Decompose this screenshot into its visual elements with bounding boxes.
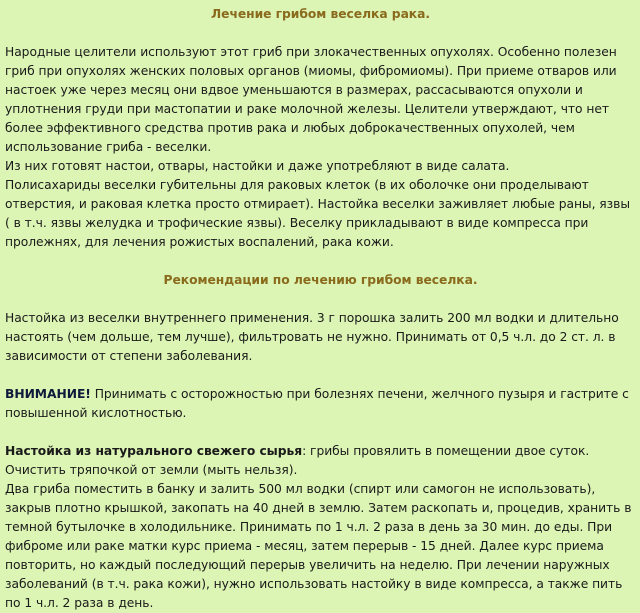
internal-tincture-paragraph: Настойка из веселки внутреннего применения. 3 г порошка залить 200 мл водки и длительно настоять (чем дольше, тем лучше), фильтровать не нужно. Принимать от 0,5 ч.л. до 2 ст. л. в зависимости от степени заболевания.	[5, 311, 619, 363]
spacer	[5, 366, 636, 385]
intro-paragraph-3: Полисахариды веселки губительны для раковых клеток (в их оболочке они проделывают отверстия, и раковая клетка просто отмирает). Настойка веселки заживляет любые раны, язвы ( в т.ч. язвы желудка и трофические язвы). Веселку прикладывают в виде компресса при пролежнях, для лечения рожистых воспалений, рака кожи.	[5, 178, 631, 249]
fresh-recipe-steps: Два гриба поместить в банку и залить 500 мл водки (спирт или самогон не использовать), закрыв плотно крышкой, закопать на 40 дней в землю. Затем раскопать и, процедив, хранить в темной бутылочке в холодильнике. Принимать по 1 ч.л. 2 раза в день за 30 мин. до еды. При фиброме или раке матки курс приема - месяц, затем перерыв - 15 дней. Далее курс приема повторить, но каждый последующий перерыв увеличить на неделю. При лечении наружных заболеваний (в т.ч. рака кожи), нужно использовать настойку в виде компресса, а также пить по 1 ч.л. 2 раза в день.	[5, 482, 632, 610]
warning-label: ВНИМАНИЕ!	[5, 387, 91, 401]
fresh-recipe-text: : грибы провялить в помещении двое суток. Очистить тряпочкой от земли (мыть нельзя).	[5, 444, 590, 477]
fresh-recipe-paragraph	[5, 442, 636, 480]
page-title: Лечение грибом веселка рака.	[211, 7, 430, 21]
section-subtitle: Рекомендации по лечению грибом веселка.	[163, 273, 478, 287]
warning-paragraph	[5, 385, 636, 423]
fresh-recipe-label: Настойка из натурального свежего сырья	[5, 444, 303, 458]
warning-text: Принимать с осторожностью при болезнях печени, желчного пузыря и гастрите с повышенной кислотностью.	[5, 387, 629, 420]
intro-paragraph-2: Из них готовят настои, отвары, настойки и даже употребляют в виде салата.	[5, 159, 510, 173]
intro-paragraph-1: Народные целители используют этот гриб при злокачественных опухолях. Особенно полезен гриб при опухолях женских половых органов (миомы, фибромиомы). При приеме отваров или настоек уже через месяц они вдвое уменьшаются в размерах, рассасываются опухоли и уплотнения груди при мастопатии и раке молочной железы. Целители утверждают, что нет более эффективного средства против рака и любых доброкачественных опухолей, чем использование гриба - веселки.	[5, 45, 617, 154]
spacer	[5, 423, 636, 442]
